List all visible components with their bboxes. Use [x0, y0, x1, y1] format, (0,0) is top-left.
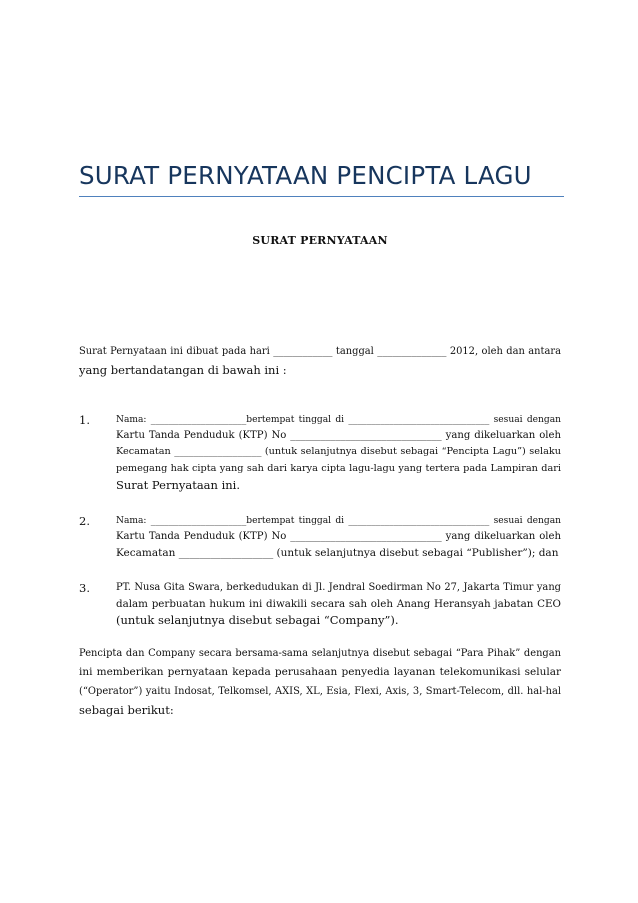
closing-paragraph: [79, 644, 561, 720]
item-body: [116, 513, 561, 562]
title-underline: [79, 196, 564, 197]
item-line: dalam perbuatan hukum ini diwakili secara sah oleh Anang Heransyah jabatan CEO: [116, 598, 561, 611]
item-line: Kecamatan __________________ (untuk selanjutnya disebut sebagai “Publisher”); dan: [116, 547, 559, 560]
closing-line: ini memberikan pernyataan kepada perusahaan penyedia layanan telekomunikasi selular: [79, 666, 561, 678]
document-title: SURAT PERNYATAAN PENCIPTA LAGU: [79, 161, 532, 190]
item-line: Kecamatan __________________ (untuk selanjutnya disebut sebagai “Pencipta Lagu”) selaku: [116, 446, 561, 458]
item-line: (untuk selanjutnya disebut sebagai “Company”).: [116, 613, 399, 628]
statement-heading: SURAT PERNYATAAN: [252, 234, 388, 247]
item-number: 3.: [79, 581, 90, 595]
intro-paragraph: [79, 342, 561, 380]
item-number: 1.: [79, 413, 90, 427]
item-line: Kartu Tanda Penduduk (KTP) No ______________________________ yang dikeluarkan oleh: [116, 430, 561, 442]
item-body: [116, 580, 561, 629]
item-line: Nama: _____________________bertempat tinggal di _______________________________ sesuai dengan: [116, 516, 561, 526]
item-line: Surat Pernyataan ini.: [116, 477, 241, 492]
closing-line: (“Operator”) yaitu Indosat, Telkomsel, AXIS, XL, Esia, Flexi, Axis, 3, Smart-Telecom, dll. hal-hal: [79, 686, 561, 697]
item-line: PT. Nusa Gita Swara, berkedudukan di Jl. Jendral Soedirman No 27, Jakarta Timur yang: [116, 582, 561, 593]
item-line: Kartu Tanda Penduduk (KTP) No ______________________________ yang dikeluarkan oleh: [116, 531, 561, 543]
intro-line: Surat Pernyataan ini dibuat pada hari ____________ tanggal ______________ 2012, oleh dan antara: [79, 346, 561, 357]
closing-line: sebagai berikut:: [79, 703, 174, 717]
item-line: Nama: _____________________bertempat tinggal di _______________________________ sesuai dengan: [116, 415, 561, 425]
item-body: [116, 412, 561, 493]
item-line: pemegang hak cipta yang sah dari karya cipta lagu-lagu yang tertera pada Lampiran dari: [116, 462, 561, 474]
intro-line: yang bertandatangan di bawah ini :: [79, 363, 287, 377]
closing-line: Pencipta dan Company secara bersama-sama selanjutnya disebut sebagai “Para Pihak” dengan: [79, 648, 561, 659]
item-number: 2.: [79, 514, 90, 528]
